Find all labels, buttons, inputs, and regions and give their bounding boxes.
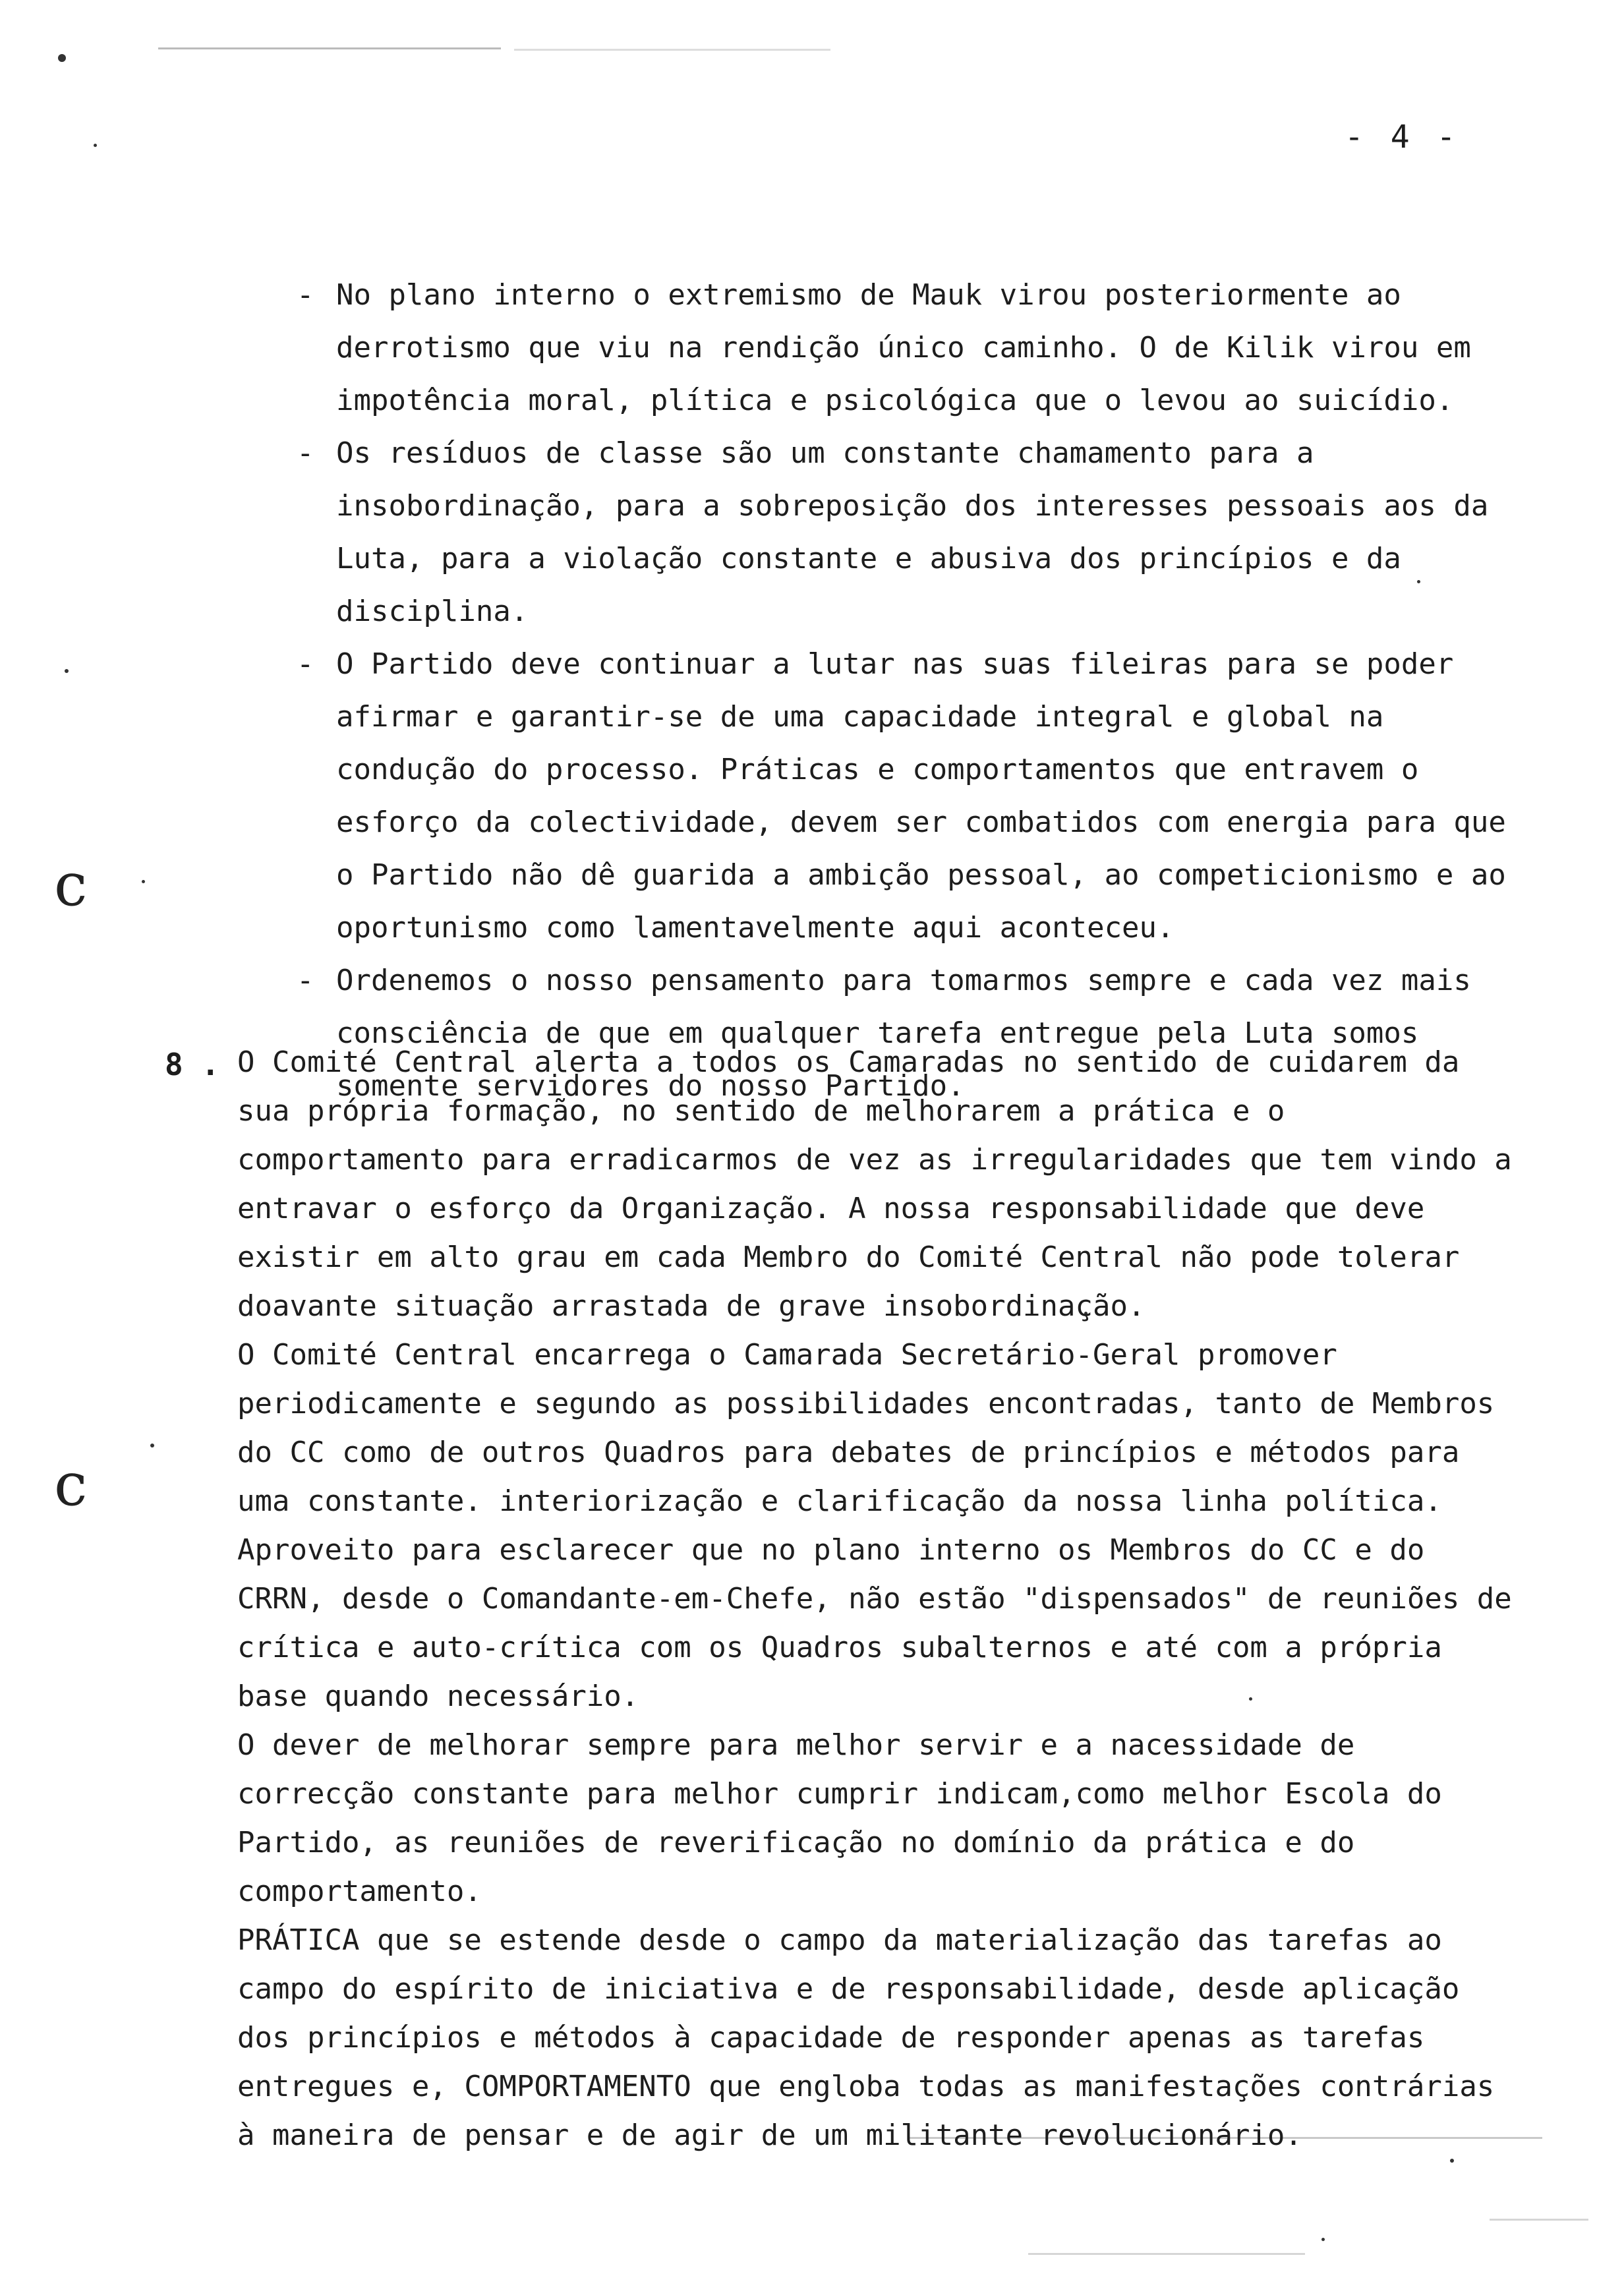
bullet-dash: - [297, 278, 314, 312]
scan-noise-line [514, 49, 830, 51]
bullet-item [297, 427, 1522, 638]
paragraph: O Comité Central alerta a todos os Camaradas no sentido de cuidarem da sua própria formação, no sentido de melhorarem a prática e o comportamento para erradicarmos de vez as irregularidades que tem vindo a entravar o esforço da Organização. A nossa responsabilidade que deve existir em alto grau em cada Membro do Comité Central não pode tolerar doavante situação arrastada de grave insobordinação. [237, 1045, 1512, 1323]
scan-speck [150, 1444, 154, 1447]
paragraph: O Comité Central encarrega o Camarada Secretário-Geral promover periodicamente e segundo as possibilidades encontradas, tanto de Membros do CC como de outros Quadros para debates de princípios e métodos para uma constante. interiorização e clarificação da nossa linha política. [237, 1338, 1495, 1518]
paragraph: O dever de melhorar sempre para melhor servir e a nacessidade de correcção constante para melhor cumprir indicam,como melhor Escola do Partido, as reuniões de reverificação no domínio da prática e do comportamento. [237, 1728, 1442, 1908]
page-number: - 4 - [1345, 119, 1460, 156]
bullet-text: No plano interno o extremismo de Mauk virou posteriormente ao derrotismo que viu na rendição único caminho. O de Kilik virou em impotência moral, plítica e psicológica que o levou ao suicídio. [336, 278, 1471, 417]
bullet-dash: - [297, 436, 314, 470]
punch-hole-mark: c [54, 850, 88, 920]
bullet-list [297, 269, 1522, 1113]
bullet-item [297, 638, 1522, 954]
scan-speck [1321, 2238, 1325, 2241]
section-8 [165, 1038, 1522, 2160]
scan-speck [142, 880, 145, 883]
section-number: 8 . [165, 1047, 220, 1082]
paragraph: PRÁTICA que se estende desde o campo da materialização das tarefas ao campo do espírito de iniciativa e de responsabilidade, desde aplicação dos princípios e métodos à capacidade de responder apenas as tarefas entregues e, COMPORTAMENTO que engloba todas as manifestações contrárias à maneira de pensar e de agir de um militante revolucionário. [237, 1923, 1495, 2152]
scan-speck [65, 669, 69, 673]
paragraph: Aproveito para esclarecer que no plano interno os Membros do CC e do CRRN, desde o Comandante-em-Chefe, não estão "dispensados" de reuniões de crítica e auto-crítica com os Quadros subalternos e até com a própria base quando necessário. [237, 1533, 1512, 1713]
section-body [237, 1038, 1522, 2160]
bullet-text: Os resíduos de classe são um constante chamamento para a insobordinação, para a sobreposição dos interesses pessoais aos da Luta, para a violação constante e abusiva dos princípios e da disciplina. [336, 436, 1489, 628]
bullet-dash: - [297, 964, 314, 997]
punch-hole-mark: c [54, 1450, 88, 1519]
bullet-dash: - [297, 647, 314, 681]
bullet-text: O Partido deve continuar a lutar nas suas fileiras para se poder afirmar e garantir-se de uma capacidade integral e global na condução do processo. Práticas e comportamentos que entravem o esforço da colectividade, devem ser combatidos com energia para que o Partido não dê guarida a ambição pessoal, ao competicionismo e ao oportunismo como lamentavelmente aqui aconteceu. [336, 647, 1506, 945]
bullet-text: Ordenemos o nosso pensamento para tomarmos sempre e cada vez mais consciência de que em qualquer tarefa entregue pela Luta somos somente servidores do nosso Partido. [336, 964, 1471, 1103]
bullet-item [297, 269, 1522, 427]
scan-speck [94, 144, 97, 147]
scan-noise-line [1490, 2219, 1588, 2221]
scan-speck [58, 54, 66, 62]
scan-noise-line [1028, 2253, 1305, 2255]
scan-noise-line [158, 47, 501, 49]
